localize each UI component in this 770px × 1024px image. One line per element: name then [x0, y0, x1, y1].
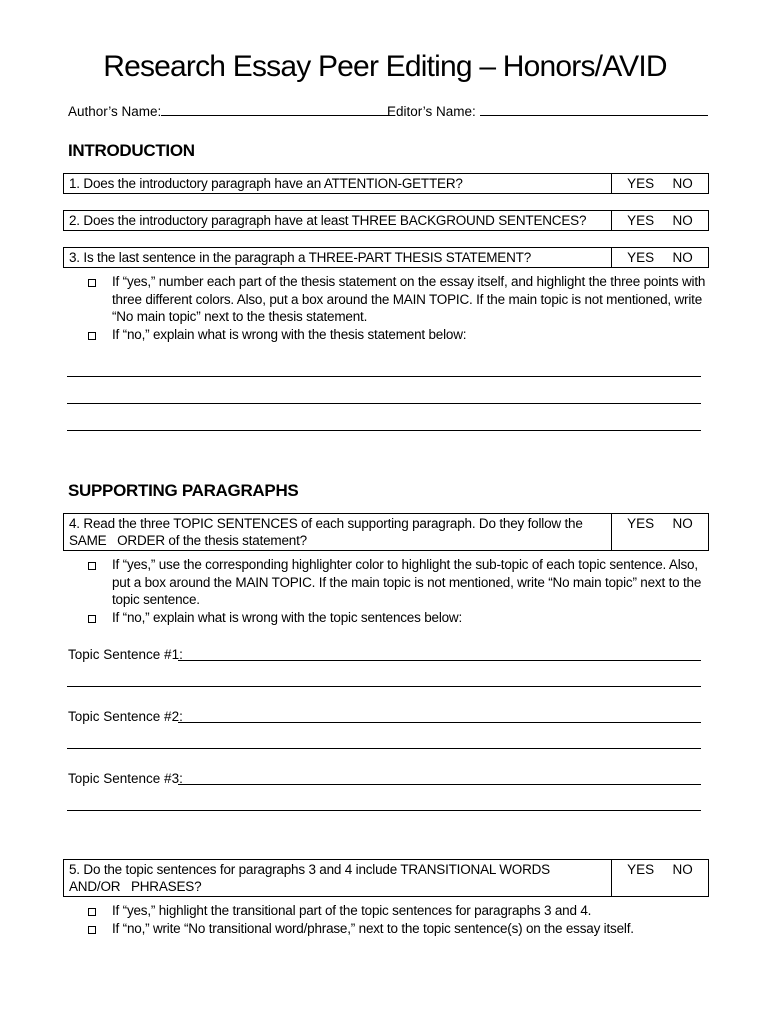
- checkbox-bullet-icon: [88, 562, 96, 570]
- no-option[interactable]: NO: [672, 516, 693, 531]
- yes-option[interactable]: YES: [627, 862, 655, 877]
- no-option[interactable]: NO: [672, 862, 693, 877]
- q3-bullet-list: [88, 273, 708, 343]
- list-item: If “yes,” number each part of the thesis statement on the essay itself, and highlight the three points with three different colors. Also, put a box around the MAIN TOPIC. If the main topic is not mentioned, write “No main topic” next to the thesis statement.: [88, 273, 708, 326]
- no-option[interactable]: NO: [672, 250, 693, 265]
- yes-option[interactable]: YES: [627, 516, 655, 531]
- answer-line[interactable]: [67, 430, 701, 431]
- answer-line[interactable]: [67, 810, 701, 811]
- checkbox-bullet-icon: [88, 615, 96, 623]
- author-name-label: Author’s Name:: [68, 104, 162, 119]
- topic-sentence-2-field[interactable]: [68, 709, 183, 724]
- page-title: Research Essay Peer Editing – Honors/AVID: [103, 50, 667, 83]
- answer-line[interactable]: [67, 376, 701, 377]
- question-text-1: 1. Does the introductory paragraph have an ATTENTION-GETTER?: [64, 174, 612, 193]
- list-item: If “yes,” use the corresponding highlighter color to highlight the sub-topic of each topic sentence. Also, put a box around the MAIN TOPIC. If the main topic is not mentioned, write “No main topic” next to the topic sentence.: [88, 556, 708, 609]
- checkbox-bullet-icon: [88, 332, 96, 340]
- question-box-3: [63, 247, 709, 268]
- topic-sentence-3-field[interactable]: [68, 771, 183, 786]
- topic-sentence-2-label: Topic Sentence #2:: [68, 709, 183, 724]
- yes-no-cell-3: [612, 248, 708, 267]
- editor-name-label: Editor’s Name:: [387, 104, 476, 119]
- yes-no-cell-5: [612, 860, 708, 896]
- yes-no-cell-1: [612, 174, 708, 193]
- no-option[interactable]: NO: [672, 176, 693, 191]
- question-text-5: 5. Do the topic sentences for paragraphs 3 and 4 include TRANSITIONAL WORDS AND/OR PHRASES?: [64, 860, 612, 896]
- question-text-4: 4. Read the three TOPIC SENTENCES of each supporting paragraph. Do they follow the SAME ORDER of the thesis statement?: [64, 514, 612, 550]
- topic-sentence-3-label: Topic Sentence #3:: [68, 771, 183, 786]
- list-item: If “no,” explain what is wrong with the topic sentences below:: [88, 609, 708, 627]
- answer-line[interactable]: [67, 686, 701, 687]
- author-name-line[interactable]: [161, 103, 389, 116]
- yes-no-cell-2: [612, 211, 708, 230]
- question-box-1: [63, 173, 709, 194]
- section-introduction: INTRODUCTION: [68, 141, 195, 160]
- question-box-4: [63, 513, 709, 551]
- topic-sentence-1-label: Topic Sentence #1:: [68, 647, 183, 662]
- q5-bullet-list: [88, 902, 708, 937]
- question-box-5: [63, 859, 709, 897]
- yes-option[interactable]: YES: [627, 250, 655, 265]
- q4-bullet-list: [88, 556, 708, 626]
- yes-no-cell-4: [612, 514, 708, 550]
- list-item: If “yes,” highlight the transitional part of the topic sentences for paragraphs 3 and 4.: [88, 902, 708, 920]
- section-supporting-paragraphs: SUPPORTING PARAGRAPHS: [68, 481, 299, 500]
- yes-option[interactable]: YES: [627, 213, 655, 228]
- answer-line[interactable]: [178, 660, 701, 661]
- answer-line[interactable]: [178, 784, 701, 785]
- answer-line[interactable]: [178, 722, 701, 723]
- checkbox-bullet-icon: [88, 908, 96, 916]
- question-text-2: 2. Does the introductory paragraph have at least THREE BACKGROUND SENTENCES?: [64, 211, 612, 230]
- yes-option[interactable]: YES: [627, 176, 655, 191]
- editor-name-field[interactable]: [387, 103, 708, 119]
- no-option[interactable]: NO: [672, 213, 693, 228]
- checkbox-bullet-icon: [88, 926, 96, 934]
- editor-name-line[interactable]: [480, 103, 708, 116]
- answer-line[interactable]: [67, 403, 701, 404]
- answer-line[interactable]: [67, 748, 701, 749]
- topic-sentence-1-field[interactable]: [68, 647, 183, 662]
- checkbox-bullet-icon: [88, 279, 96, 287]
- list-item: If “no,” write “No transitional word/phrase,” next to the topic sentence(s) on the essay itself.: [88, 920, 708, 938]
- question-box-2: [63, 210, 709, 231]
- author-name-field[interactable]: [68, 103, 389, 119]
- question-text-3: 3. Is the last sentence in the paragraph a THREE-PART THESIS STATEMENT?: [64, 248, 612, 267]
- list-item: If “no,” explain what is wrong with the thesis statement below:: [88, 326, 708, 344]
